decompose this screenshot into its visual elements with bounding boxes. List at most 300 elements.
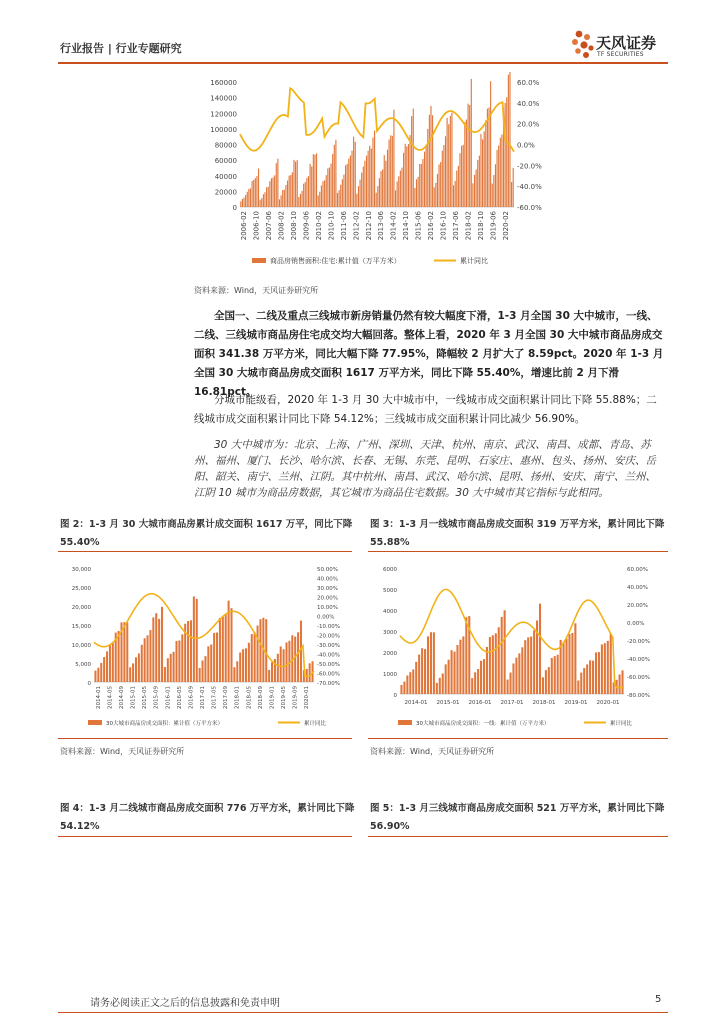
company-logo: [570, 28, 680, 64]
bar: [175, 641, 177, 682]
figure-5-rule: [368, 836, 668, 837]
right-axis-tick: -30.00%: [317, 643, 340, 649]
bar: [466, 120, 467, 207]
bar: [123, 622, 125, 682]
bar: [351, 151, 352, 207]
bar: [456, 171, 457, 207]
bar: [445, 136, 446, 207]
bar: [371, 149, 372, 207]
right-axis-tick: 40.00%: [317, 576, 338, 583]
bar: [353, 137, 354, 207]
bar: [358, 186, 359, 207]
bar: [263, 194, 264, 207]
bar: [193, 596, 195, 682]
bar: [619, 674, 621, 694]
bar: [173, 652, 175, 682]
bar: [222, 617, 224, 682]
bar: [322, 181, 323, 207]
bar: [509, 72, 510, 207]
bar: [340, 185, 341, 207]
x-axis-tick: 2014-01: [404, 700, 428, 706]
legend-line-label: 累计同比: [460, 257, 488, 265]
bar: [424, 152, 425, 207]
bar: [416, 179, 417, 207]
x-axis-tick: 2014-09: [118, 686, 125, 709]
bar: [480, 134, 481, 207]
bar: [334, 145, 335, 207]
bar: [506, 97, 507, 207]
legend-line-label: 累计同比: [304, 721, 327, 727]
bar: [360, 180, 361, 207]
yoy-line: [240, 88, 514, 152]
bar: [306, 178, 307, 207]
x-axis-tick: 2014-01: [95, 686, 102, 709]
bar: [393, 110, 394, 207]
bar: [445, 664, 447, 694]
bar: [385, 161, 386, 207]
bar: [504, 610, 506, 694]
bar: [518, 653, 520, 694]
bar: [368, 151, 369, 207]
figure-3-source: 资料来源：Wind，天风证券研究所: [370, 747, 495, 756]
left-axis-tick: 40000: [214, 172, 237, 181]
bar: [181, 634, 183, 682]
bar: [258, 169, 259, 207]
legend-bar-swatch: [88, 720, 102, 725]
bar: [406, 675, 408, 694]
x-axis-tick: 2012-02: [352, 211, 361, 241]
bar: [533, 630, 535, 694]
x-axis-tick: 2010-02: [314, 211, 323, 241]
bar: [292, 172, 293, 207]
bar: [592, 661, 594, 694]
bar: [250, 188, 251, 207]
bar: [310, 164, 311, 207]
bar: [437, 174, 438, 207]
bar: [245, 195, 246, 207]
bar: [348, 159, 349, 207]
bar: [281, 195, 282, 207]
bar: [568, 634, 570, 694]
bar: [459, 153, 460, 207]
bar: [158, 619, 160, 682]
bar: [269, 181, 270, 207]
bar: [236, 661, 238, 682]
bar: [355, 142, 356, 207]
bar: [486, 647, 488, 694]
figure-3-bottom-rule: [368, 738, 668, 739]
bar: [265, 619, 267, 682]
bar: [507, 680, 509, 694]
bar: [331, 164, 332, 207]
bar: [259, 619, 261, 682]
bar: [303, 184, 304, 207]
right-axis-tick: 20.00%: [627, 603, 648, 609]
bar: [207, 646, 209, 682]
bar: [300, 194, 301, 207]
bar: [539, 604, 541, 694]
legend-line-label: 累计同比: [610, 721, 633, 727]
right-axis-tick: -40.00%: [627, 657, 650, 663]
x-axis-tick: 2018-10: [476, 211, 485, 241]
bar: [297, 160, 298, 207]
left-axis-tick: 6000: [383, 567, 397, 573]
bar: [314, 155, 315, 207]
x-axis-tick: 2017-05: [211, 686, 218, 709]
bar: [405, 144, 406, 207]
bar: [109, 645, 111, 682]
x-axis-tick: 2020-01: [304, 686, 311, 709]
x-axis-tick: 2009-06: [302, 211, 311, 241]
x-axis-tick: 2008-02: [277, 211, 286, 241]
bar: [621, 670, 623, 694]
left-axis-tick: 0: [393, 693, 397, 699]
bar: [485, 120, 486, 207]
x-axis-tick: 2015-01: [130, 686, 137, 709]
bar: [287, 181, 288, 207]
right-axis-tick: -10.00%: [317, 624, 340, 630]
bar: [129, 667, 131, 682]
bar: [210, 645, 212, 682]
bar: [94, 671, 96, 682]
bar: [498, 145, 499, 207]
figure-2-source: 资料来源：Wind，天风证券研究所: [60, 747, 185, 756]
bar: [574, 623, 576, 694]
x-axis-tick: 2014-05: [107, 686, 114, 709]
top-chart-source: 资料来源：Wind，天风证券研究所: [194, 286, 319, 295]
bar: [327, 168, 328, 207]
bar: [311, 166, 312, 207]
bar: [294, 637, 296, 682]
bar: [245, 648, 247, 682]
bar: [495, 164, 496, 207]
x-axis-tick: 2015-01: [436, 700, 460, 706]
figure-3-title: 图 3：1-3 月一线城市商品房成交面积 319 万平方米，累计同比下降 55.88%: [370, 519, 665, 548]
x-axis-tick: 2015-05: [142, 686, 149, 709]
bar: [434, 187, 435, 207]
bar: [464, 122, 465, 207]
bar: [492, 184, 493, 207]
bar: [100, 663, 102, 682]
bar: [422, 159, 423, 207]
bar: [551, 658, 553, 694]
bar: [571, 633, 573, 694]
right-axis-tick: -60.00%: [317, 671, 340, 678]
bar: [277, 159, 278, 207]
left-axis-tick: 2000: [383, 651, 397, 657]
right-axis-tick: 50.00%: [317, 567, 338, 573]
bar: [601, 644, 603, 694]
x-axis-tick: 2019-06: [489, 211, 498, 241]
bar: [342, 179, 343, 207]
bar: [202, 661, 204, 682]
right-axis-tick: 0.0%: [517, 141, 535, 150]
bar: [272, 177, 273, 207]
bar: [256, 176, 257, 207]
bar: [515, 658, 517, 694]
x-axis-tick: 2017-06: [451, 211, 460, 241]
bar: [465, 617, 467, 694]
footer-divider: [58, 1012, 668, 1013]
paragraph-city-tiers: 分城市能级看，2020 年 1-3 月 30 大中城市中，一线城市成交面积累计同比下降 55.88%；二线城市成交面积累计同比下降 54.12%；三线城市成交面积累计同比减少 56.90%。: [194, 394, 657, 425]
bar: [316, 153, 317, 207]
paragraph-overview: 全国一、二线及重点三线城市新房销量仍然有较大幅度下滑，1-3 月全国 30 大中城市，一线、二线、三线城市商品房住宅成交均大幅回落。整体上看，2020 年 3 月全国 30 大中城市商品房成交面积 341.38 万平方米，同比大幅下降 77.95%，降幅较 2 月扩大了 8.59pct。2020 年 1-3 月全国 30 大城市商品房成交面积 1617 万平方米，同比下降 55.40%，增速比前 2 月下滑 16.81pct。: [194, 310, 664, 398]
left-axis-tick: 20000: [214, 188, 237, 197]
bar: [430, 632, 432, 694]
bar: [442, 673, 444, 694]
x-axis-tick: 2008-10: [290, 211, 299, 241]
right-axis-tick: -20.00%: [627, 639, 650, 645]
left-axis-tick: 1000: [383, 672, 397, 678]
bar: [595, 652, 597, 694]
bar: [589, 660, 591, 694]
left-axis-tick: 140000: [210, 94, 237, 103]
bar: [461, 146, 462, 207]
left-axis-tick: 15,000: [71, 624, 91, 630]
bar: [260, 200, 261, 207]
bar: [448, 660, 450, 694]
legend-bar-label: 30大城市商品房成交面积：一线：累计值（万平方米）: [416, 721, 550, 727]
bar: [268, 670, 270, 682]
bar: [364, 161, 365, 207]
bar: [369, 146, 370, 207]
left-axis-tick: 160000: [210, 79, 237, 87]
bar: [472, 183, 473, 207]
left-axis-tick: 5000: [383, 588, 397, 594]
x-axis-tick: 2016-10: [439, 211, 448, 241]
bar: [97, 668, 99, 682]
bar: [268, 187, 269, 207]
bar: [421, 648, 423, 694]
bar: [345, 165, 346, 207]
x-axis-tick: 2016-05: [176, 686, 183, 709]
x-axis-tick: 2016-01: [468, 700, 492, 706]
bar: [418, 177, 419, 207]
left-axis-tick: 100000: [210, 125, 237, 134]
bar: [266, 187, 267, 207]
left-axis-tick: 10,000: [71, 643, 91, 649]
bar: [264, 192, 265, 207]
bar: [301, 191, 302, 207]
x-axis-tick: 2014-10: [402, 211, 411, 241]
bar: [471, 678, 473, 694]
bar: [285, 185, 286, 207]
bar: [337, 193, 338, 207]
paragraph-city-list-note: 30 大中城市为：北京、上海、广州、深圳、天津、杭州、南京、武汉、南昌、成都、青岛、苏州、福州、厦门、长沙、哈尔滨、长春、无锡、东莞、昆明、石家庄、惠州、包头、扬州、安庆、岳阳、韶关、南宁、兰州、江阴。其中杭州、南昌、武汉、哈尔滨、昆明、扬州、安庆、南宁、兰州、江阴 10 城市为商品房数据，其它城市为商品住宅数据。30 大中城市其它指标与此相同。: [194, 439, 656, 499]
bar: [326, 175, 327, 207]
left-axis-tick: 0: [87, 681, 91, 687]
right-axis-tick: -50.00%: [317, 662, 340, 668]
bar: [377, 186, 378, 207]
bar: [319, 192, 320, 207]
x-axis-tick: 2019-01: [269, 686, 276, 709]
bar: [318, 195, 319, 207]
bar: [471, 79, 472, 207]
right-axis-tick: 30.00%: [317, 586, 338, 592]
bar: [476, 170, 477, 207]
bar: [257, 626, 259, 682]
bar: [447, 118, 448, 207]
bar: [335, 140, 336, 207]
bar: [438, 164, 439, 207]
bar: [439, 678, 441, 694]
bar: [580, 673, 582, 694]
right-axis-tick: -70.00%: [317, 681, 340, 687]
bar: [604, 643, 606, 694]
bar: [492, 635, 494, 694]
bar: [429, 115, 430, 207]
bar: [482, 139, 483, 207]
bar: [442, 151, 443, 207]
bar: [511, 182, 512, 207]
logo-mark-icon: [570, 28, 596, 62]
x-axis-tick: 2006-02: [240, 211, 249, 241]
bar: [484, 131, 485, 207]
left-axis-tick: 30,000: [71, 567, 91, 573]
bar: [501, 135, 502, 207]
bar: [213, 633, 215, 682]
bar: [451, 113, 452, 207]
bar: [339, 190, 340, 207]
bar: [453, 185, 454, 207]
bar: [509, 673, 511, 694]
bar: [501, 617, 503, 694]
bar: [418, 654, 420, 694]
bar: [453, 652, 455, 694]
x-axis-tick: 2014-02: [389, 211, 398, 241]
right-axis-tick: 40.00%: [627, 585, 648, 591]
bar: [305, 182, 306, 207]
bar: [248, 643, 250, 682]
left-axis-tick: 80000: [214, 141, 237, 150]
figure-5-title: 图 5：1-3 月三线城市商品房成交面积 521 万平方米，累计同比下降 56.90%: [370, 803, 665, 832]
bar: [343, 175, 344, 207]
right-axis-tick: -80.00%: [627, 693, 650, 699]
bar: [432, 115, 433, 207]
bar: [443, 145, 444, 207]
bar: [132, 663, 134, 682]
bar: [363, 166, 364, 207]
x-axis-tick: 2018-01: [532, 700, 556, 706]
bar: [456, 645, 458, 694]
bar: [542, 677, 544, 694]
bar: [392, 136, 393, 207]
bar: [164, 667, 166, 682]
left-axis-tick: 3000: [383, 630, 397, 636]
bar: [280, 646, 282, 682]
bar: [284, 190, 285, 207]
x-axis-tick: 2010-10: [327, 211, 336, 241]
report-header: 行业报告 | 行业专题研究: [60, 42, 182, 55]
footer-disclaimer: 请务必阅读正文之后的信息披露和免责申明: [90, 998, 280, 1009]
bar: [440, 162, 441, 207]
bar: [524, 640, 526, 694]
bar: [147, 635, 149, 682]
bar: [135, 657, 137, 682]
bar: [495, 633, 497, 694]
page-number: 5: [655, 994, 662, 1005]
bar: [565, 638, 567, 694]
bar: [463, 145, 464, 207]
bar: [356, 194, 357, 207]
bar: [483, 659, 485, 694]
bar: [497, 150, 498, 207]
legend-bar-swatch: [252, 258, 266, 263]
bar: [468, 104, 469, 207]
bar: [480, 661, 482, 694]
bar: [598, 652, 600, 694]
x-axis-tick: 2018-09: [257, 686, 264, 709]
bar: [309, 663, 311, 682]
right-axis-tick: -20.00%: [317, 633, 340, 640]
chart-national-sales: [194, 72, 554, 284]
bar: [400, 171, 401, 207]
left-axis-tick: 25,000: [71, 586, 91, 592]
bar: [295, 162, 296, 207]
bar: [413, 109, 414, 207]
bar: [306, 669, 308, 682]
bar: [389, 140, 390, 207]
bar: [488, 108, 489, 207]
bar: [548, 667, 550, 694]
bar: [489, 637, 491, 694]
right-axis-tick: 0.00%: [627, 621, 645, 627]
bar: [247, 192, 248, 207]
right-axis-tick: 20.0%: [517, 120, 540, 129]
bar: [376, 193, 377, 207]
bar: [149, 630, 151, 682]
x-axis-tick: 2007-06: [265, 211, 274, 241]
left-axis-tick: 4000: [383, 609, 397, 615]
bar: [412, 669, 414, 694]
bar: [253, 180, 254, 207]
x-axis-tick: 2016-01: [165, 686, 172, 709]
bar: [583, 668, 585, 694]
bar: [106, 651, 108, 682]
bar: [118, 631, 120, 682]
bar: [414, 188, 415, 207]
bar: [500, 138, 501, 207]
bar: [427, 636, 429, 694]
bar: [450, 116, 451, 207]
legend-bar-swatch: [398, 720, 412, 725]
bar: [167, 658, 169, 682]
bar: [252, 181, 253, 207]
bar: [347, 164, 348, 207]
bar: [426, 146, 427, 207]
bar: [103, 657, 105, 682]
right-axis-tick: 60.00%: [627, 567, 648, 573]
bar: [324, 180, 325, 207]
bar: [530, 637, 532, 694]
bar: [204, 656, 206, 682]
bar: [415, 662, 417, 694]
bar: [455, 181, 456, 207]
bar: [251, 634, 253, 682]
x-axis-tick: 2013-06: [377, 211, 386, 241]
bar: [380, 171, 381, 207]
figure-4-title: 图 4：1-3 月二线城市商品房成交面积 776 万平方米，累计同比下降 54.12%: [60, 803, 355, 832]
chart-tier1-cities: [368, 556, 668, 734]
bar: [170, 654, 172, 682]
x-axis-tick: 2011-06: [339, 211, 348, 241]
bar: [421, 164, 422, 207]
bar: [474, 175, 475, 207]
x-axis-tick: 2015-09: [153, 686, 160, 709]
bar: [513, 168, 514, 207]
bar: [297, 632, 299, 682]
bar: [350, 156, 351, 207]
